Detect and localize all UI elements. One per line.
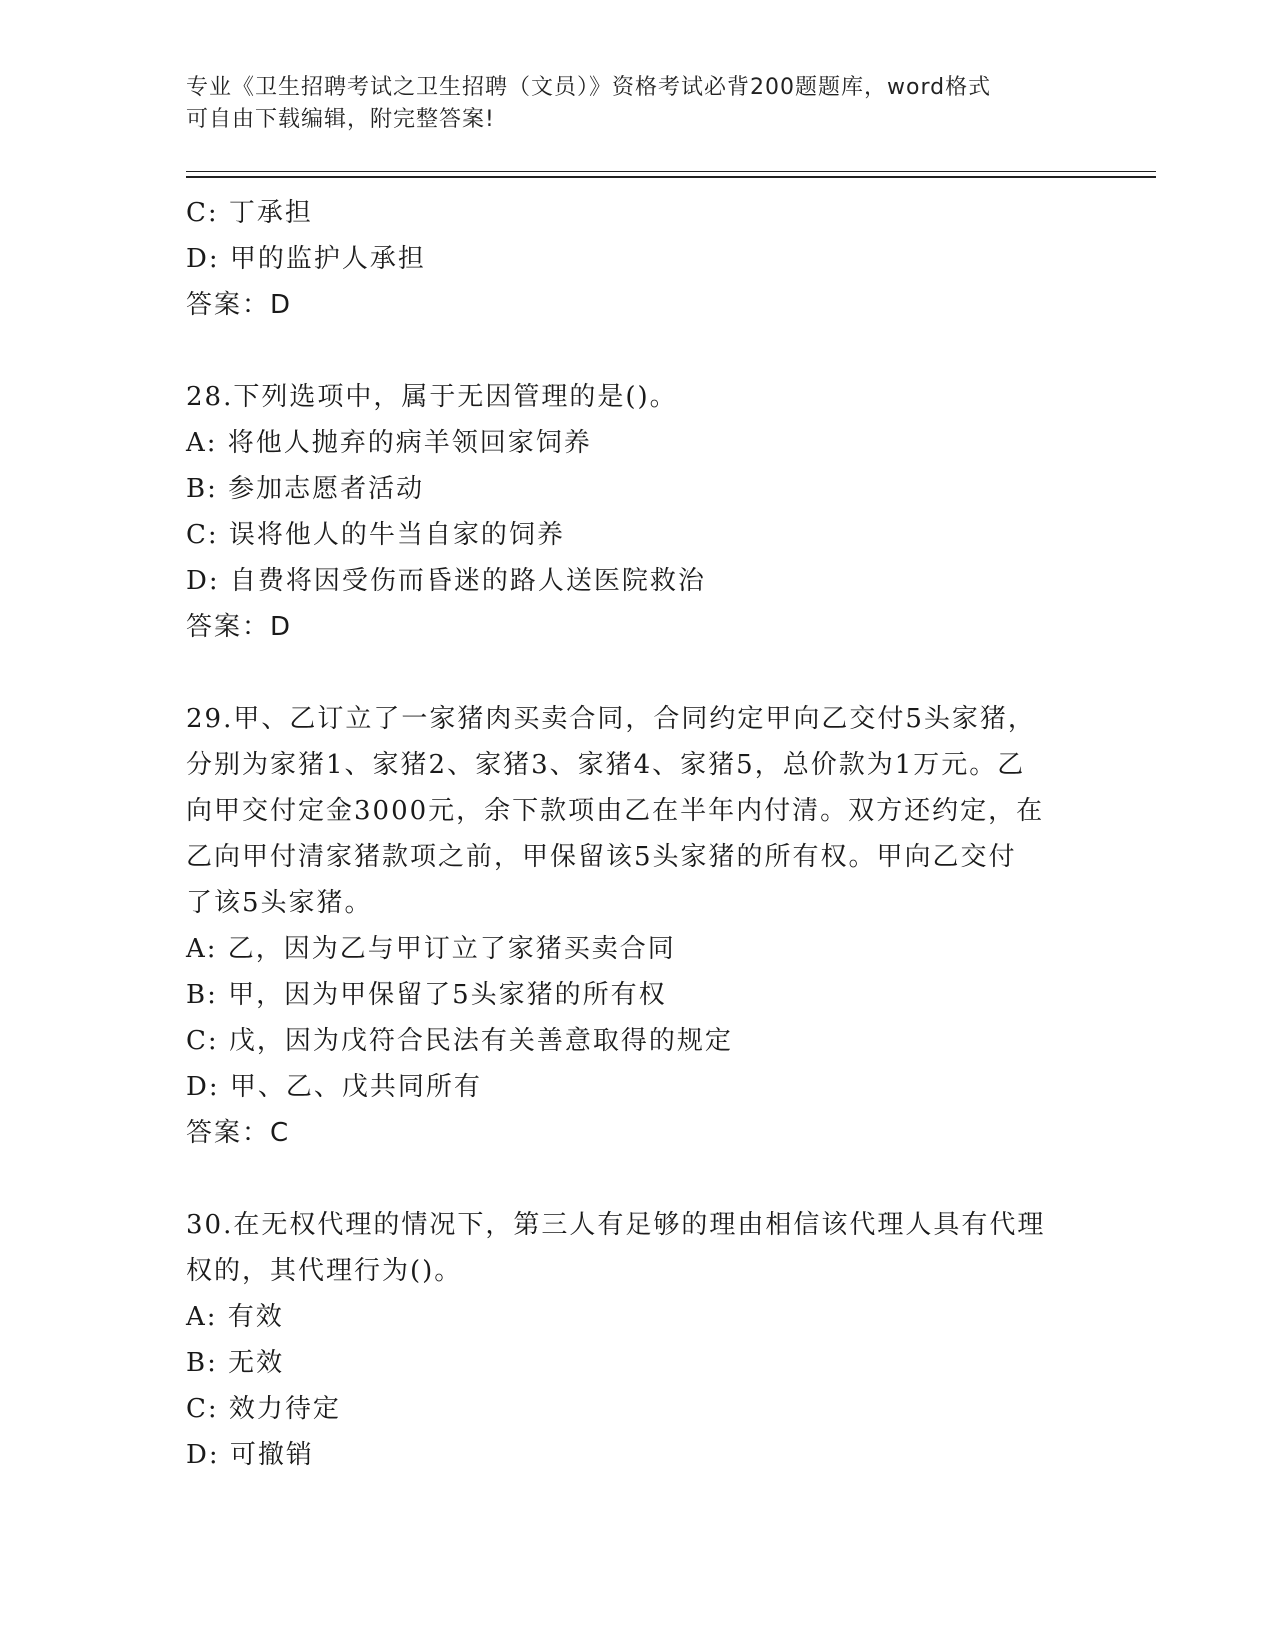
- option-a: A: 将他人抛弃的病羊领回家饲养: [186, 428, 592, 458]
- question-content: [186, 190, 1086, 1478]
- option-b: B: 甲，因为甲保留了5头家猪的所有权: [186, 980, 667, 1010]
- spacer: [186, 650, 1086, 696]
- question-stem-line: 29.甲、乙订立了一家猪肉买卖合同，合同约定甲向乙交付5头家猪，: [186, 704, 1036, 734]
- answer-line: 答案：C: [186, 1118, 291, 1148]
- header-line-1: 专业《卫生招聘考试之卫生招聘（文员）》资格考试必背200题题库，word格式: [186, 75, 992, 100]
- option-b: B: 参加志愿者活动: [186, 474, 425, 504]
- document-header: [186, 72, 1066, 136]
- question-stem: 28.下列选项中，属于无因管理的是()。: [186, 382, 678, 412]
- option-d: D: 甲的监护人承担: [186, 244, 426, 274]
- question-stem-line: 了该5头家猪。: [186, 888, 373, 918]
- header-rule-bottom: [186, 176, 1156, 178]
- question-28: [186, 374, 1086, 650]
- question-stem-line: 权的，其代理行为()。: [186, 1256, 463, 1286]
- header-rule-top: [186, 171, 1156, 172]
- option-c: C: 误将他人的牛当自家的饲养: [186, 520, 565, 550]
- question-stem-line: 分别为家猪1、家猪2、家猪3、家猪4、家猪5，总价款为1万元。乙: [186, 750, 1026, 780]
- option-a: A: 有效: [186, 1302, 284, 1332]
- answer-line: 答案：D: [186, 612, 293, 642]
- option-a: A: 乙，因为乙与甲订立了家猪买卖合同: [186, 934, 676, 964]
- option-c: C: 戊，因为戊符合民法有关善意取得的规定: [186, 1026, 733, 1056]
- spacer: [186, 1156, 1086, 1202]
- spacer: [186, 328, 1086, 374]
- option-c: C: 丁承担: [186, 198, 313, 228]
- question-29: [186, 696, 1086, 1156]
- option-c: C: 效力待定: [186, 1394, 341, 1424]
- answer-line: 答案：D: [186, 290, 293, 320]
- option-d: D: 自费将因受伤而昏迷的路人送医院救治: [186, 566, 706, 596]
- question-stem-line: 向甲交付定金3000元，余下款项由乙在半年内付清。双方还约定，在: [186, 796, 1045, 826]
- header-line-2: 可自由下载编辑，附完整答案!: [186, 107, 495, 132]
- prev-question-block: [186, 190, 1086, 328]
- question-stem-line: 乙向甲付清家猪款项之前，甲保留该5头家猪的所有权。甲向乙交付: [186, 842, 1017, 872]
- question-stem-line: 30.在无权代理的情况下，第三人有足够的理由相信该代理人具有代理: [186, 1210, 1046, 1240]
- question-30: [186, 1202, 1086, 1478]
- option-d: D: 甲、乙、戊共同所有: [186, 1072, 482, 1102]
- option-d: D: 可撤销: [186, 1440, 314, 1470]
- option-b: B: 无效: [186, 1348, 285, 1378]
